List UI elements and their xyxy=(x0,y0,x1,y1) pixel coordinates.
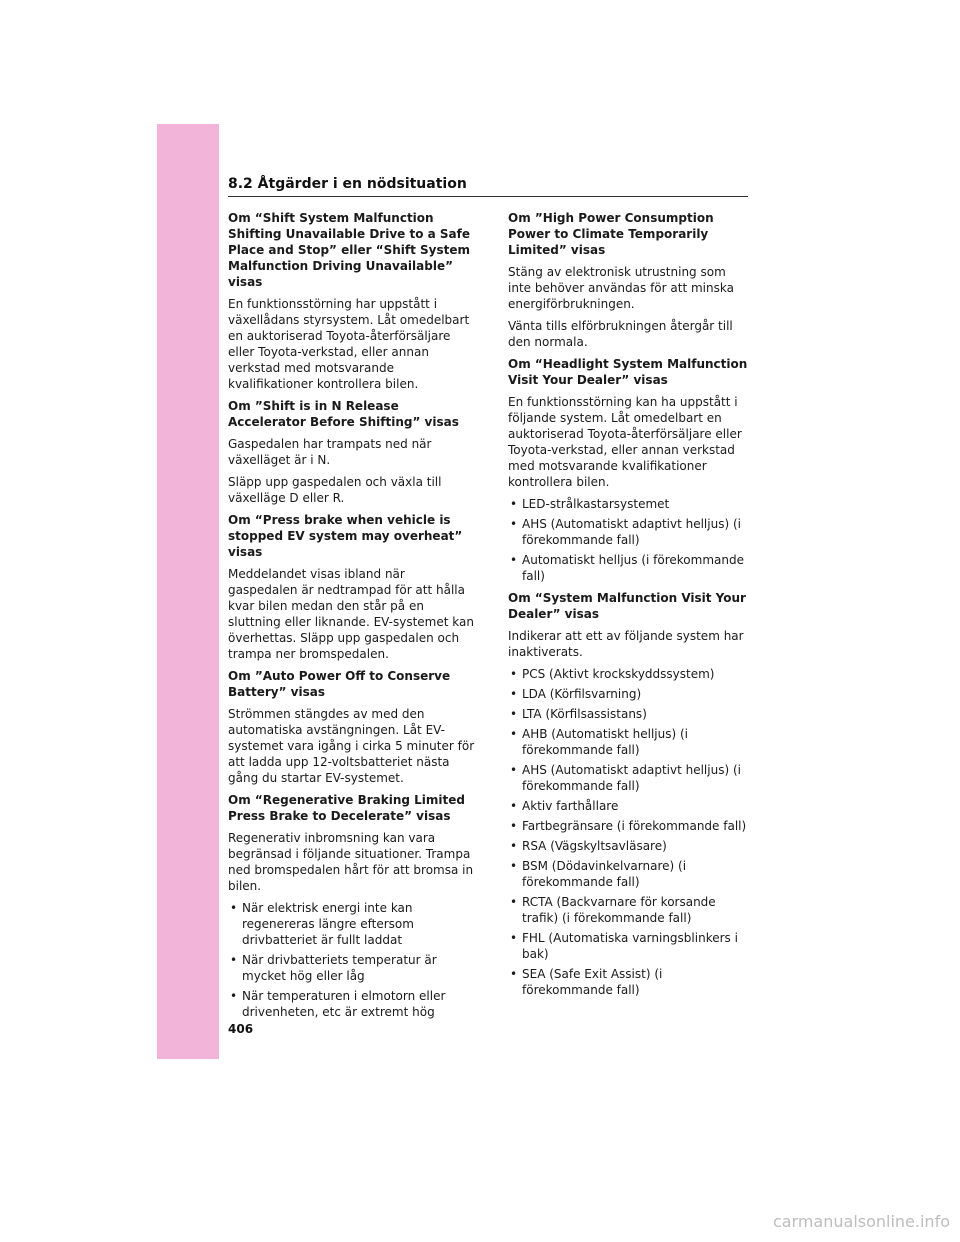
bullet-item: • LTA (Körfilsassistans) xyxy=(508,706,752,722)
paragraph: Gaspedalen har trampats ned när växelläget är i N. xyxy=(228,437,432,467)
bullet-item: • SEA (Safe Exit Assist) (i förekommande fall) xyxy=(508,966,752,998)
bullet-item: • AHS (Automatiskt adaptivt helljus) (i förekommande fall) xyxy=(508,762,752,794)
bullet-item: • När drivbatteriets temperatur är mycket hög eller låg xyxy=(228,952,478,984)
section-heading: Om “System Malfunction Visit Your Dealer” visas xyxy=(508,591,746,621)
paragraph: Strömmen stängdes av med den automatiska avstängningen. Låt EV-systemet vara igång i cirka 5 minuter för att ladda upp 12-voltsbatteriet nästa gång du startar EV-systemet. xyxy=(228,707,475,785)
bullet-item: • Fartbegränsare (i förekommande fall) xyxy=(508,818,752,834)
bullet-list xyxy=(228,900,478,1020)
bullet-item: • FHL (Automatiska varningsblinkers i bak) xyxy=(508,930,752,962)
paragraph: Meddelandet visas ibland när gaspedalen är nedtrampad för att hålla kvar bilen medan den står på en sluttning eller liknande. EV-systemet kan överhettas. Släpp upp gaspedalen och trampa ner bromspedalen. xyxy=(228,567,474,661)
bullet-item: • Aktiv farthållare xyxy=(508,798,752,814)
section-heading: Om “Headlight System Malfunction Visit Your Dealer” visas xyxy=(508,357,748,387)
section-heading: Om ”Shift is in N Release Accelerator Before Shifting” visas xyxy=(228,399,459,429)
chapter-tab-band xyxy=(157,124,219,1059)
bullet-list xyxy=(508,496,752,584)
bullet-item: • RCTA (Backvarnare för korsande trafik) (i förekommande fall) xyxy=(508,894,752,926)
bullet-item: • AHS (Automatiskt adaptivt helljus) (i förekommande fall) xyxy=(508,516,752,548)
section-header xyxy=(228,176,748,197)
bullet-item: • När elektrisk energi inte kan regenereras längre eftersom drivbatteriet är fullt laddat xyxy=(228,900,478,948)
section-heading: Om ”Auto Power Off to Conserve Battery” visas xyxy=(228,669,451,699)
bullet-item: • Automatiskt helljus (i förekommande fall) xyxy=(508,552,752,584)
bullet-item: • AHB (Automatiskt helljus) (i förekommande fall) xyxy=(508,726,752,758)
paragraph: Indikerar att ett av följande system har inaktiverats. xyxy=(508,629,744,659)
bullet-item: • När temperaturen i elmotorn eller drivenheten, etc är extremt hög xyxy=(228,988,478,1020)
paragraph: En funktionsstörning kan ha uppstått i följande system. Låt omedelbart en auktoriserad Toyota-återförsäljare eller Toyota-verkstad, eller annan verkstad med motsvarande kvalifikationer kontrollera bilen. xyxy=(508,395,742,489)
bullet-list xyxy=(508,666,752,998)
left-column xyxy=(228,210,478,1026)
bullet-item: • RSA (Vägskyltsavläsare) xyxy=(508,838,752,854)
section-heading: Om “Regenerative Braking Limited Press Brake to Decelerate” visas xyxy=(228,793,465,823)
paragraph: En funktionsstörning har uppstått i växellådans styrsystem. Låt omedelbart en auktoriserad Toyota-återförsäljare eller Toyota-verkstad, eller annan verkstad med motsvarande kvalifikationer kontrollera bilen. xyxy=(228,297,470,391)
bullet-item: • LED-strålkastarsystemet xyxy=(508,496,752,512)
section-title: 8.2 Åtgärder i en nödsituation xyxy=(228,176,467,192)
paragraph: Släpp upp gaspedalen och växla till växelläge D eller R. xyxy=(228,475,442,505)
bullet-item: • BSM (Dödavinkelvarnare) (i förekommande fall) xyxy=(508,858,752,890)
bullet-item: • LDA (Körfilsvarning) xyxy=(508,686,752,702)
paragraph: Stäng av elektronisk utrustning som inte behöver användas för att minska energiförbrukningen. xyxy=(508,265,734,311)
paragraph: Vänta tills elförbrukningen återgår till den normala. xyxy=(508,319,733,349)
right-column xyxy=(508,210,752,1004)
section-heading: Om ”High Power Consumption Power to Climate Temporarily Limited” visas xyxy=(508,211,714,257)
section-heading: Om “Press brake when vehicle is stopped EV system may overheat” visas xyxy=(228,513,463,559)
paragraph: Regenerativ inbromsning kan vara begränsad i följande situationer. Trampa ned bromspedalen hårt för att bromsa in bilen. xyxy=(228,831,474,893)
watermark: carmanualsonline.info xyxy=(772,1212,950,1231)
bullet-item: • PCS (Aktivt krockskyddssystem) xyxy=(508,666,752,682)
page-number: 406 xyxy=(228,1022,254,1036)
section-heading: Om “Shift System Malfunction Shifting Unavailable Drive to a Safe Place and Stop” eller “Shift System Malfunction Driving Unavailable” visas xyxy=(228,211,471,289)
